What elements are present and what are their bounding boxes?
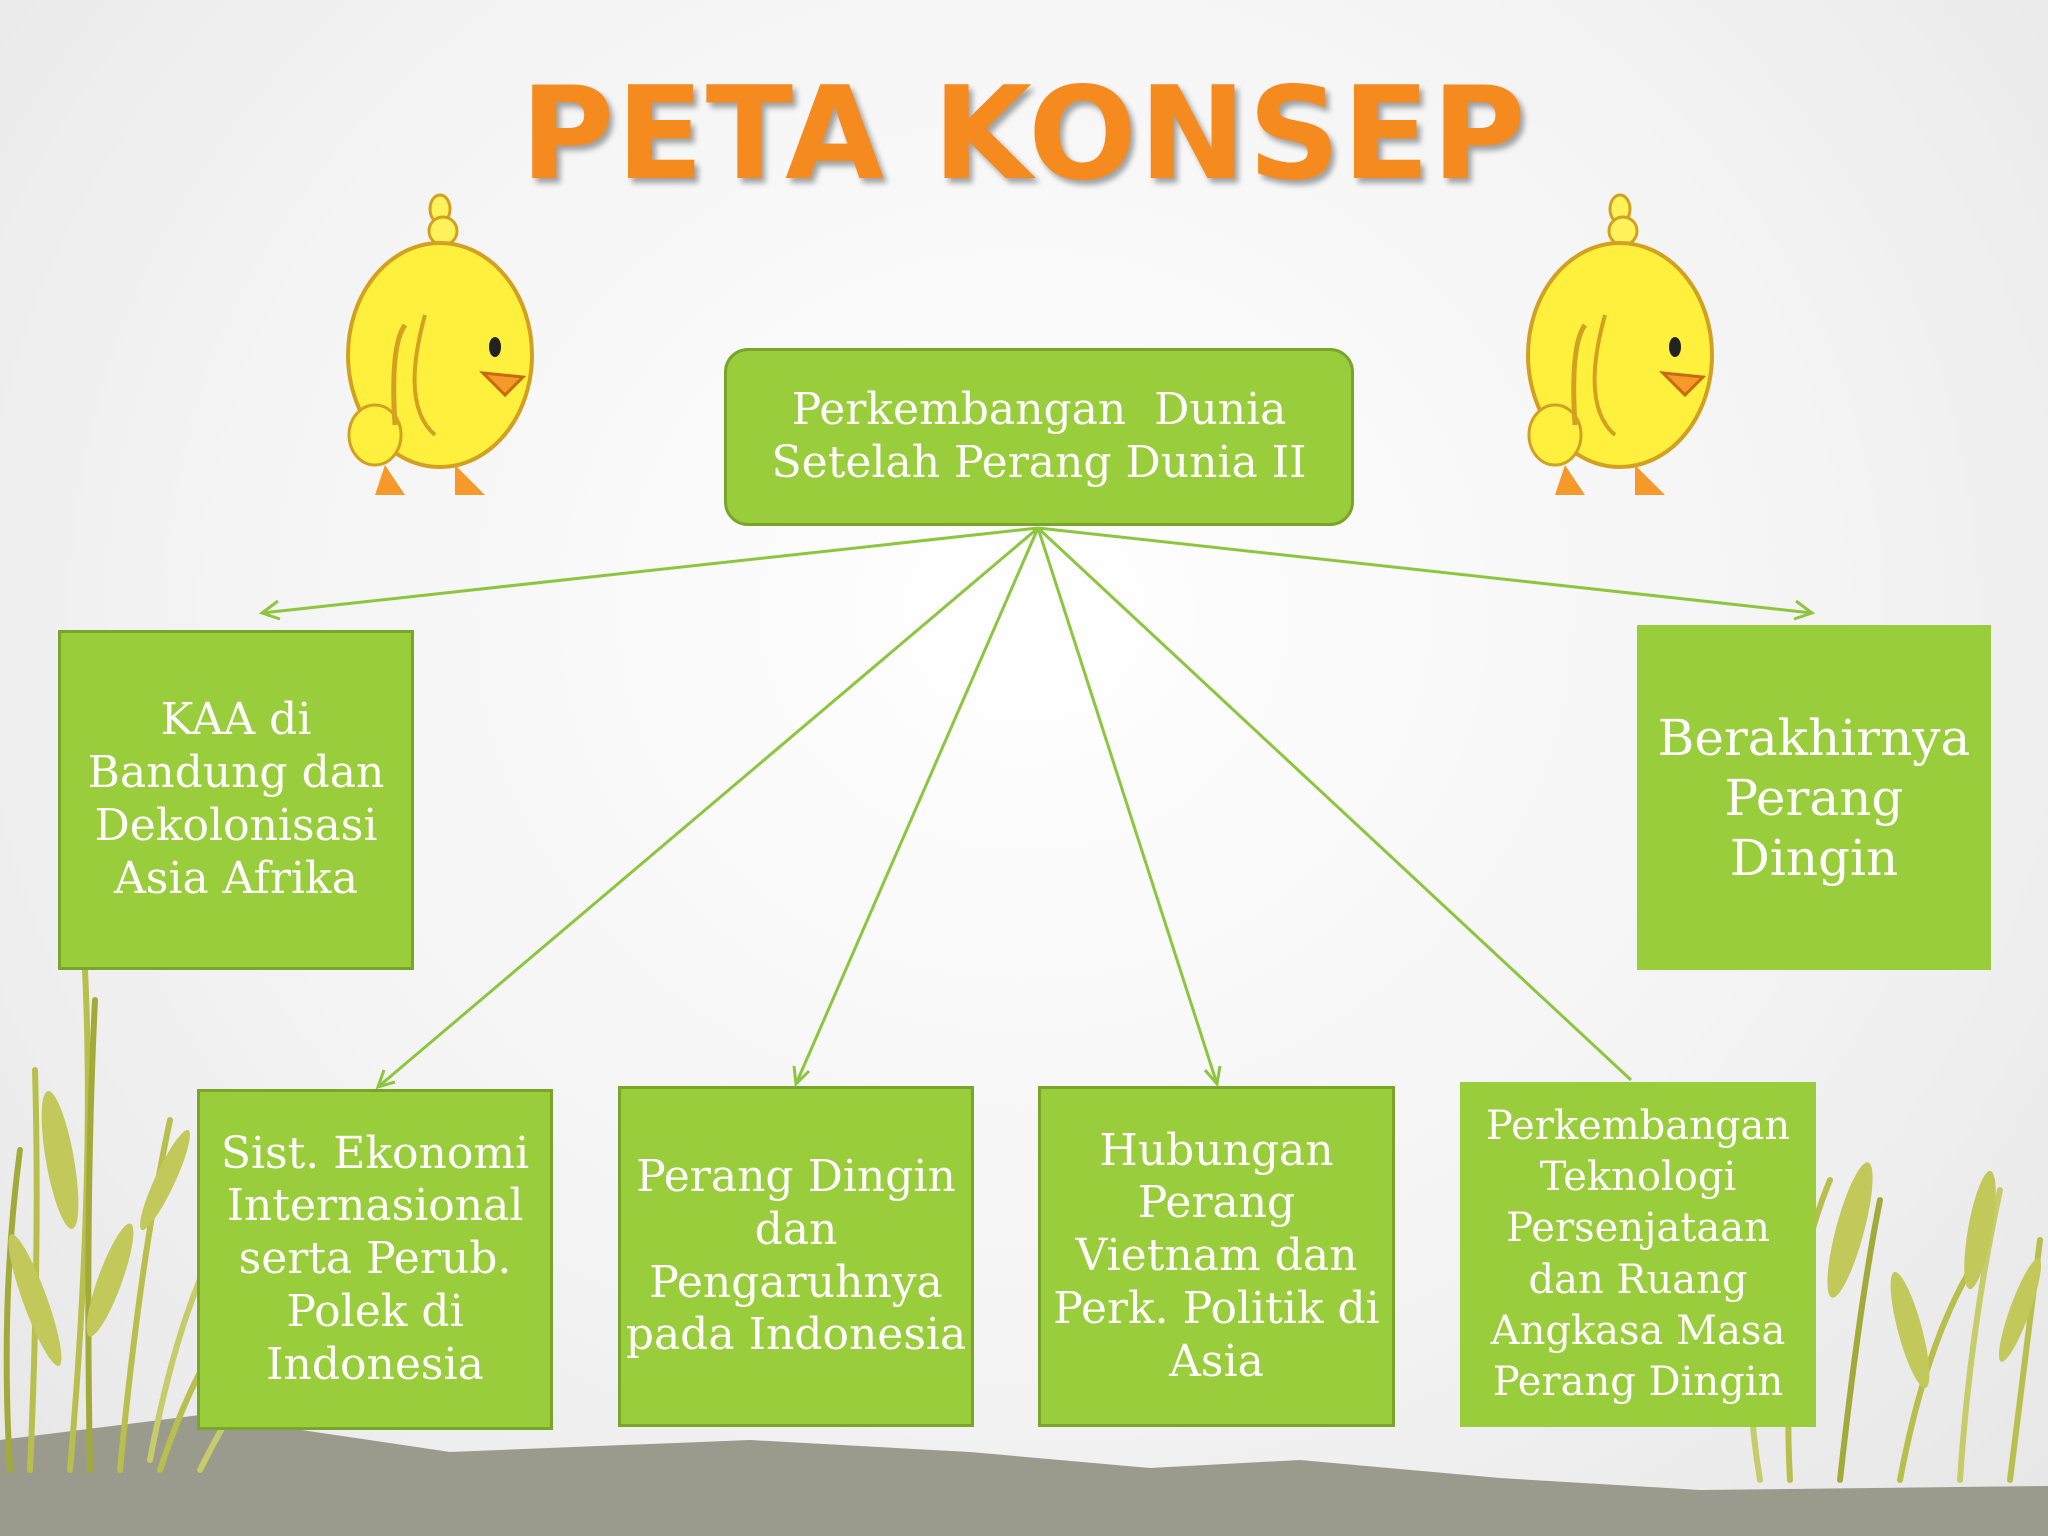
chick-illustration-right [1528, 195, 1712, 495]
node-line: Dekolonisasi [94, 800, 378, 851]
node-kaa [58, 630, 414, 970]
node-line: Teknologi [1539, 1154, 1737, 1201]
node-line: Sist. Ekonomi [220, 1127, 530, 1179]
node-perang-dingin [618, 1086, 974, 1427]
root-node [724, 348, 1354, 526]
node-sist-ekonomi [197, 1089, 553, 1430]
node-line: KAA di [160, 694, 312, 746]
node-line: dan [754, 1203, 838, 1255]
root-node-line: Setelah Perang Dunia II [771, 437, 1307, 488]
node-line: Asia Afrika [114, 852, 358, 904]
node-line: Indonesia [266, 1338, 484, 1390]
node-line: Perkembangan [1485, 1102, 1791, 1149]
node-line: serta Perub. [238, 1233, 512, 1285]
root-node-line: Perkembangan Dunia [791, 384, 1287, 436]
node-line: Perang Dingin [636, 1150, 956, 1202]
node-line: Perk. Politik di [1053, 1282, 1380, 1334]
ground [0, 1415, 2048, 1536]
node-line: Asia [1169, 1335, 1264, 1387]
node-line: Hubungan [1099, 1124, 1334, 1176]
node-berakhir [1637, 625, 1991, 970]
node-line: Internasional [226, 1180, 524, 1232]
page-title: PETA KONSEP [520, 60, 1528, 209]
connector-berakhir [1038, 528, 1812, 613]
node-hubungan-vietnam [1038, 1086, 1395, 1427]
node-line: Berakhirnya [1657, 708, 1971, 767]
node-line: Perang Dingin [1492, 1358, 1784, 1405]
node-line: Bandung dan [87, 747, 385, 799]
node-line: Dingin [1729, 828, 1899, 887]
node-line: pada Indonesia [625, 1309, 967, 1361]
node-line: dan Ruang [1528, 1256, 1748, 1303]
node-line: Perang [1137, 1177, 1296, 1229]
connector-kaa [262, 528, 1038, 613]
node-line: Vietnam dan [1075, 1230, 1358, 1282]
node-line: Angkasa Masa [1490, 1307, 1786, 1354]
connector-perang [796, 528, 1038, 1084]
connectors [262, 528, 1812, 1087]
node-line: Polek di [286, 1285, 464, 1337]
chick-illustration-left [348, 195, 532, 495]
connector-sist [378, 528, 1038, 1087]
node-teknologi [1460, 1082, 1816, 1427]
node-line: Perang [1724, 768, 1904, 827]
node-line: Persenjataan [1506, 1205, 1770, 1252]
node-line: Pengaruhnya [649, 1256, 943, 1308]
